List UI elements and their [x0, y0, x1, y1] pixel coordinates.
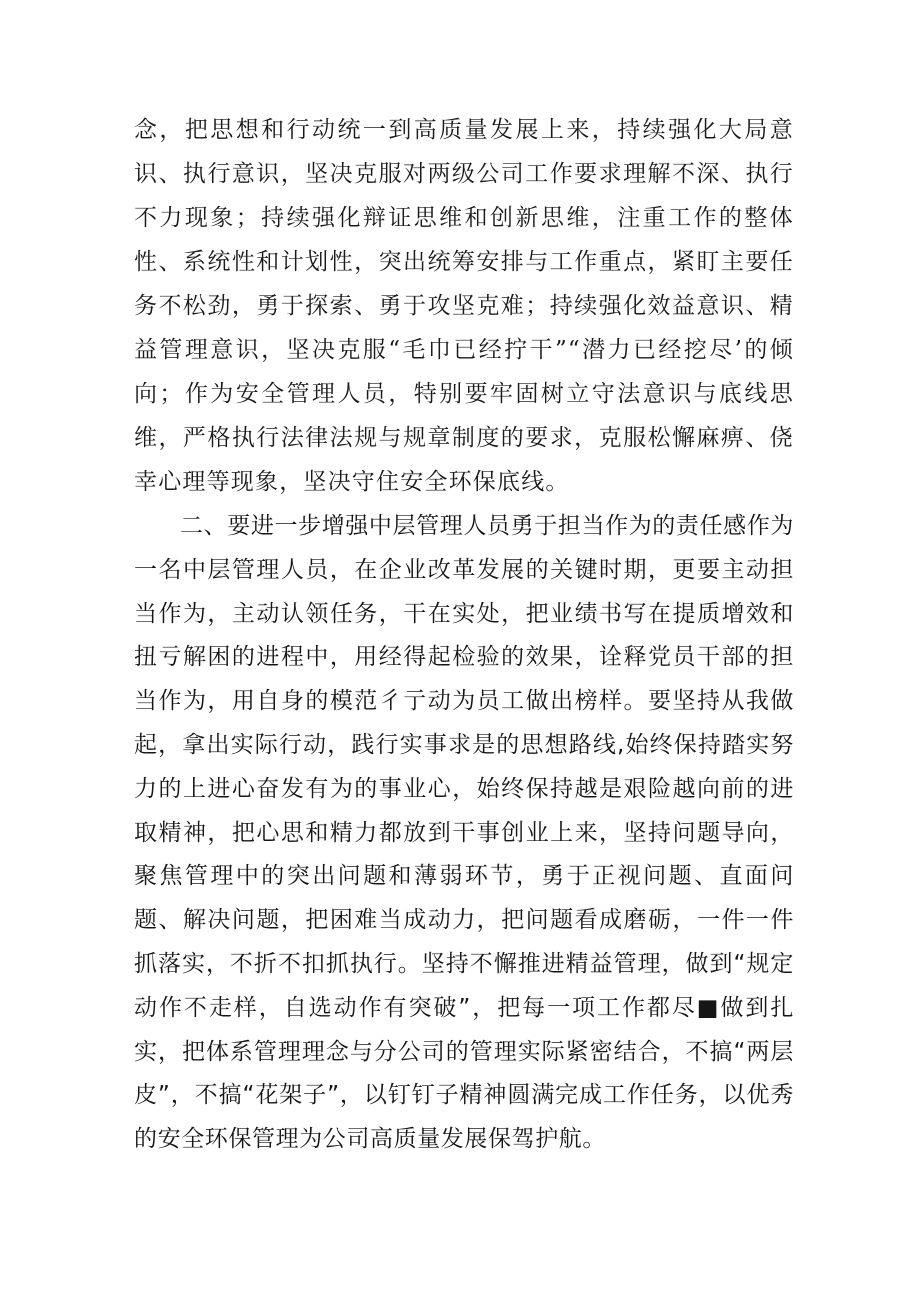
body-paragraph-continued: 念，把思想和行动统一到高质量发展上来，持续强化大局意识、执行意识，坚决克服对两级公司工作要求理解不深、执行不力现象；持续强化辩证思维和创新思维，注重工作的整体性、系统性和计划性，突出统筹安排与工作重点，紧盯主要任务不松劲，勇于探索、勇于攻坚克难；持续强化效益意识、精益管理意识，坚决克服“毛巾已经拧干”“潜力已经挖尽’的倾向；作为安全管理人员，特别要牢固树立守法意识与底线思维，严格执行法律法规与规章制度的要求，克服松懈麻痹、侥幸心理等现象，坚决守住安全环保底线。 — [134, 117, 794, 495]
body-paragraph-section-two: 二、要进一步增强中层管理人员勇于担当作为的责任感作为一名中层管理人员，在企业改革发展的关键时期，更要主动担当作为，主动认领任务，干在实处，把业绩书写在提质增效和扭亏解困的进程中，用经得起检验的效果，诠释党员干部的担当作为，用自身的模范彳亍动为员工做出榜样。要坚持从我做起，拿出实际行动，践行实事求是的思想路线,始终保持踏实努力的上进心奋发有为的事业心，始终保持越是艰险越向前的进取精神，把心思和精力都放到干事创业上来，坚持问题导向，聚焦管理中的突出问题和薄弱环节，勇于正视问题、直面问题、解决问题，把困难当成动力，把问题看成磨砺，一件一件抓落实，不折不扣抓执行。坚持不懈推进精益管理，做到“规定动作不走样，自选动作有突破”，把每一项工作都尽■做到扎实，把体系管理理念与分公司的管理实际紧密结合，不搞“两层皮”，不搞“花架子”，以钉钉子精神圆满完成工作任务，以优秀的安全环保管理为公司高质量发展保驾护航。 — [134, 513, 794, 1153]
